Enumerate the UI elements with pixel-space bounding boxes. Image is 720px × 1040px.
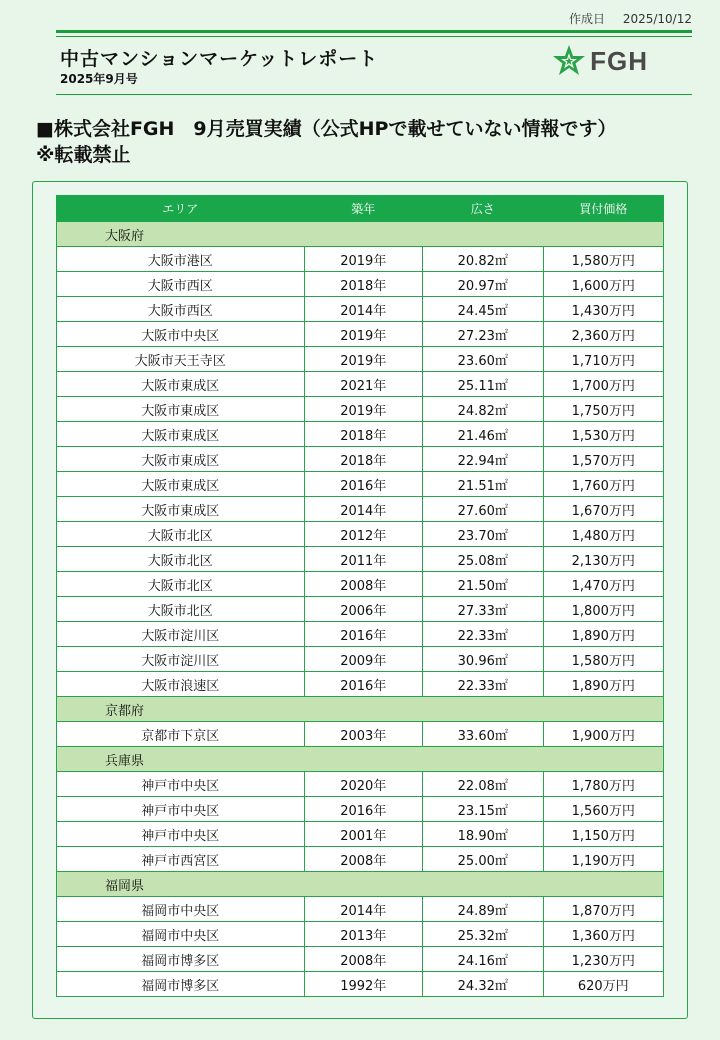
sales-table: [56, 195, 664, 997]
table-row: [57, 822, 664, 847]
table-row: [57, 322, 664, 347]
year-cell: 2003年: [304, 722, 422, 747]
area-cell: 大阪市東成区: [57, 422, 305, 447]
price-cell: 1,150万円: [543, 822, 664, 847]
column-header-size: 広さ: [423, 196, 543, 222]
header-rule-thick: [56, 30, 692, 33]
price-cell: 1,670万円: [543, 497, 664, 522]
year-cell: 2001年: [304, 822, 422, 847]
price-cell: 620万円: [543, 972, 664, 997]
area-cell: 大阪市西区: [57, 272, 305, 297]
table-row: [57, 522, 664, 547]
table-row: [57, 947, 664, 972]
header-rule-thin: [56, 36, 692, 37]
area-cell: 大阪市淀川区: [57, 647, 305, 672]
year-cell: 2014年: [304, 297, 422, 322]
area-cell: 大阪市淀川区: [57, 622, 305, 647]
area-cell: 大阪市東成区: [57, 397, 305, 422]
price-cell: 1,560万円: [543, 797, 664, 822]
price-cell: 1,750万円: [543, 397, 664, 422]
year-cell: 2016年: [304, 797, 422, 822]
year-cell: 2019年: [304, 322, 422, 347]
year-cell: 2021年: [304, 372, 422, 397]
created-label: 作成日: [568, 12, 605, 26]
table-row: [57, 472, 664, 497]
heading-line2: ※転載禁止: [36, 144, 131, 166]
size-cell: 24.89㎡: [423, 897, 543, 922]
year-cell: 2009年: [304, 647, 422, 672]
created-date-line: [555, 10, 692, 27]
size-cell: 20.82㎡: [423, 247, 543, 272]
year-cell: 2019年: [304, 397, 422, 422]
price-cell: 1,580万円: [543, 647, 664, 672]
year-cell: 2008年: [304, 572, 422, 597]
year-cell: 2013年: [304, 922, 422, 947]
size-cell: 20.97㎡: [423, 272, 543, 297]
header-rule-bottom: [56, 94, 692, 95]
price-cell: 1,190万円: [543, 847, 664, 872]
year-cell: 2006年: [304, 597, 422, 622]
size-cell: 25.08㎡: [423, 547, 543, 572]
table-body: [57, 222, 664, 997]
price-cell: 1,800万円: [543, 597, 664, 622]
region-row: [57, 872, 664, 897]
size-cell: 24.45㎡: [423, 297, 543, 322]
price-cell: 1,900万円: [543, 722, 664, 747]
area-cell: 大阪市東成区: [57, 372, 305, 397]
sales-table-panel: [32, 181, 688, 1019]
table-row: [57, 897, 664, 922]
size-cell: 25.00㎡: [423, 847, 543, 872]
size-cell: 21.50㎡: [423, 572, 543, 597]
year-cell: 2019年: [304, 347, 422, 372]
size-cell: 23.70㎡: [423, 522, 543, 547]
region-name: 大阪府: [57, 222, 664, 247]
price-cell: 1,890万円: [543, 622, 664, 647]
year-cell: 2016年: [304, 472, 422, 497]
region-row: [57, 222, 664, 247]
area-cell: 大阪市天王寺区: [57, 347, 305, 372]
size-cell: 25.32㎡: [423, 922, 543, 947]
year-cell: 2014年: [304, 497, 422, 522]
region-name: 京都府: [57, 697, 664, 722]
table-row: [57, 422, 664, 447]
region-name: 福岡県: [57, 872, 664, 897]
year-cell: 1992年: [304, 972, 422, 997]
star-logo-icon: [552, 44, 586, 78]
price-cell: 1,890万円: [543, 672, 664, 697]
table-row: [57, 922, 664, 947]
table-row: [57, 497, 664, 522]
price-cell: 1,430万円: [543, 297, 664, 322]
region-row: [57, 747, 664, 772]
area-cell: 大阪市北区: [57, 547, 305, 572]
region-row: [57, 697, 664, 722]
column-header-price: 買付価格: [543, 196, 664, 222]
size-cell: 27.33㎡: [423, 597, 543, 622]
area-cell: 大阪市北区: [57, 522, 305, 547]
year-cell: 2020年: [304, 772, 422, 797]
area-cell: 大阪市東成区: [57, 447, 305, 472]
size-cell: 27.23㎡: [423, 322, 543, 347]
size-cell: 21.46㎡: [423, 422, 543, 447]
area-cell: 大阪市中央区: [57, 322, 305, 347]
report-title: 中古マンションマーケットレポート: [60, 48, 379, 70]
table-row: [57, 622, 664, 647]
area-cell: 神戸市西宮区: [57, 847, 305, 872]
section-heading: [36, 116, 696, 168]
price-cell: 1,570万円: [543, 447, 664, 472]
price-cell: 1,470万円: [543, 572, 664, 597]
table-row: [57, 647, 664, 672]
table-row: [57, 572, 664, 597]
size-cell: 23.60㎡: [423, 347, 543, 372]
table-row: [57, 597, 664, 622]
area-cell: 神戸市中央区: [57, 797, 305, 822]
size-cell: 24.16㎡: [423, 947, 543, 972]
price-cell: 1,580万円: [543, 247, 664, 272]
report-issue: 2025年9月号: [60, 72, 138, 86]
area-cell: 大阪市西区: [57, 297, 305, 322]
area-cell: 大阪市北区: [57, 572, 305, 597]
table-header-row: [57, 196, 664, 222]
table-row: [57, 847, 664, 872]
area-cell: 京都市下京区: [57, 722, 305, 747]
column-header-year: 築年: [304, 196, 422, 222]
table-row: [57, 247, 664, 272]
region-name: 兵庫県: [57, 747, 664, 772]
size-cell: 21.51㎡: [423, 472, 543, 497]
year-cell: 2016年: [304, 622, 422, 647]
table-row: [57, 772, 664, 797]
table-row: [57, 272, 664, 297]
year-cell: 2019年: [304, 247, 422, 272]
table-row: [57, 547, 664, 572]
area-cell: 福岡市中央区: [57, 897, 305, 922]
price-cell: 1,480万円: [543, 522, 664, 547]
table-row: [57, 297, 664, 322]
size-cell: 24.82㎡: [423, 397, 543, 422]
price-cell: 1,710万円: [543, 347, 664, 372]
year-cell: 2008年: [304, 847, 422, 872]
size-cell: 24.32㎡: [423, 972, 543, 997]
size-cell: 23.15㎡: [423, 797, 543, 822]
table-row: [57, 397, 664, 422]
size-cell: 22.94㎡: [423, 447, 543, 472]
size-cell: 22.08㎡: [423, 772, 543, 797]
table-row: [57, 372, 664, 397]
area-cell: 福岡市中央区: [57, 922, 305, 947]
year-cell: 2011年: [304, 547, 422, 572]
size-cell: 30.96㎡: [423, 647, 543, 672]
year-cell: 2018年: [304, 422, 422, 447]
price-cell: 2,360万円: [543, 322, 664, 347]
table-row: [57, 972, 664, 997]
price-cell: 1,530万円: [543, 422, 664, 447]
area-cell: 大阪市東成区: [57, 497, 305, 522]
area-cell: 大阪市東成区: [57, 472, 305, 497]
area-cell: 神戸市中央区: [57, 772, 305, 797]
size-cell: 22.33㎡: [423, 622, 543, 647]
area-cell: 大阪市港区: [57, 247, 305, 272]
year-cell: 2016年: [304, 672, 422, 697]
price-cell: 1,360万円: [543, 922, 664, 947]
year-cell: 2018年: [304, 447, 422, 472]
area-cell: 福岡市博多区: [57, 947, 305, 972]
year-cell: 2008年: [304, 947, 422, 972]
price-cell: 1,870万円: [543, 897, 664, 922]
price-cell: 1,600万円: [543, 272, 664, 297]
table-row: [57, 347, 664, 372]
price-cell: 1,700万円: [543, 372, 664, 397]
year-cell: 2014年: [304, 897, 422, 922]
size-cell: 27.60㎡: [423, 497, 543, 522]
size-cell: 18.90㎡: [423, 822, 543, 847]
area-cell: 大阪市北区: [57, 597, 305, 622]
logo-text: FGH: [590, 45, 648, 76]
price-cell: 1,760万円: [543, 472, 664, 497]
heading-line1: ■株式会社FGH 9月売買実績（公式HPで載せていない情報です）: [36, 118, 617, 140]
area-cell: 神戸市中央区: [57, 822, 305, 847]
table-row: [57, 797, 664, 822]
price-cell: 1,780万円: [543, 772, 664, 797]
company-logo: [552, 44, 648, 78]
year-cell: 2012年: [304, 522, 422, 547]
price-cell: 2,130万円: [543, 547, 664, 572]
column-header-area: エリア: [57, 196, 305, 222]
size-cell: 22.33㎡: [423, 672, 543, 697]
area-cell: 大阪市浪速区: [57, 672, 305, 697]
area-cell: 福岡市博多区: [57, 972, 305, 997]
created-date: 2025/10/12: [622, 12, 692, 26]
price-cell: 1,230万円: [543, 947, 664, 972]
table-row: [57, 447, 664, 472]
year-cell: 2018年: [304, 272, 422, 297]
table-row: [57, 722, 664, 747]
size-cell: 25.11㎡: [423, 372, 543, 397]
size-cell: 33.60㎡: [423, 722, 543, 747]
table-row: [57, 672, 664, 697]
